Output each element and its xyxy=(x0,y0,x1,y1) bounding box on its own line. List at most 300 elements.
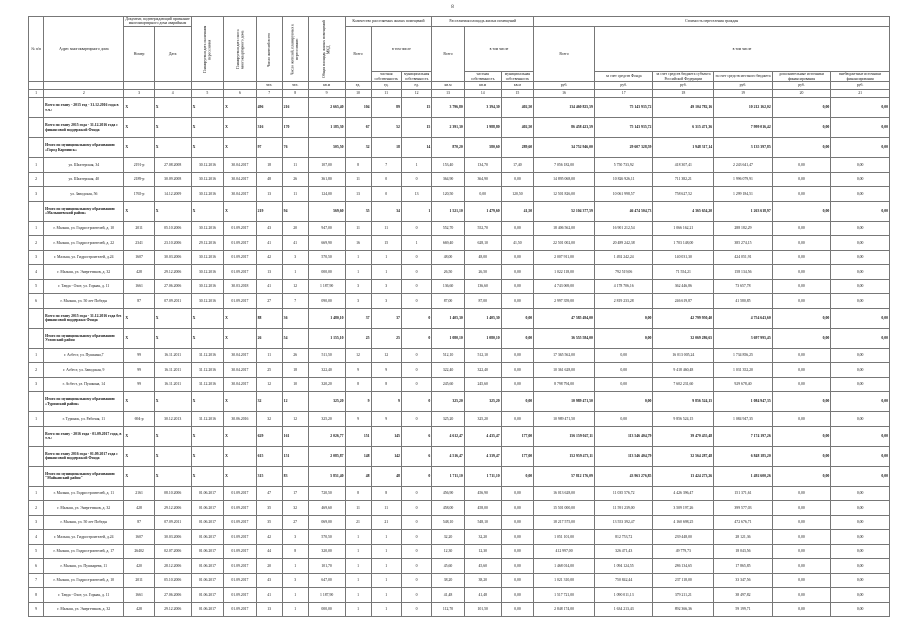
table-cell: X xyxy=(154,118,191,138)
table-cell: 0,00 xyxy=(501,279,534,294)
table-cell: 152 959 473,11 xyxy=(534,446,595,466)
table-cell: 177,00 xyxy=(501,426,534,446)
table-cell: X xyxy=(224,426,257,446)
table-cell: 12 xyxy=(256,377,282,392)
table-cell: 0,00 xyxy=(772,392,831,412)
table-cell xyxy=(29,392,44,412)
table-cell: 31.12.2016 xyxy=(191,412,224,427)
table-cell: 76 xyxy=(282,138,308,158)
table-row xyxy=(29,250,890,265)
table-cell: 929 678,40 xyxy=(714,377,773,392)
table-cell: 0 xyxy=(401,544,431,559)
total-row xyxy=(29,98,890,118)
table-cell: 75 143 935,72 xyxy=(594,98,653,118)
table-cell: 30.04.2017 xyxy=(224,377,257,392)
table-cell: X xyxy=(224,466,257,486)
table-cell: 792 519,06 xyxy=(594,265,653,280)
table-cell: 570,50 xyxy=(308,250,345,265)
table-cell: 01.06.2017 xyxy=(191,515,224,530)
table-cell: X xyxy=(154,328,191,348)
table-cell: 870,20 xyxy=(432,138,465,158)
table-cell: 29.12.2016 xyxy=(191,236,224,251)
table-cell: 9 418 460,48 xyxy=(653,363,714,378)
table-cell: X xyxy=(154,308,191,328)
table-cell: 11 xyxy=(256,348,282,363)
table-cell: 3 xyxy=(371,294,401,309)
table-cell: 0,00 xyxy=(501,466,534,486)
table-cell: 26,50 xyxy=(432,265,465,280)
table-cell: 26 xyxy=(282,348,308,363)
table-cell: 17 365 562,00 xyxy=(534,348,595,363)
table-cell: 0,00 xyxy=(831,221,890,236)
column-number: 7 xyxy=(256,90,282,98)
table-cell: 9 xyxy=(371,392,401,412)
table-cell: 0,00 xyxy=(594,392,653,412)
table-cell: 552,70 xyxy=(432,221,465,236)
table-cell: 01.09.2017 xyxy=(224,265,257,280)
table-cell: 16.11.2011 xyxy=(154,348,191,363)
table-cell: 2 007 911,00 xyxy=(534,250,595,265)
address-cell: Всего по этапу 2015 года - 31.12.2016 года без финансовой поддержки Фонда xyxy=(44,308,124,328)
table-cell: 2 391,30 xyxy=(432,118,465,138)
table-cell: 1 xyxy=(29,486,44,501)
table-cell: 0 xyxy=(401,486,431,501)
table-cell: 9 856 524,15 xyxy=(653,392,714,412)
address-cell: Всего по этапу 2015 года - 31.12.2016 года с финансовой поддержкой Фонда xyxy=(44,118,124,138)
table-cell: 1 xyxy=(371,559,401,574)
address-cell: Итого по муниципальному образованию «Туринский район» xyxy=(44,392,124,412)
table-cell: 15 xyxy=(371,236,401,251)
table-cell: 0,00 xyxy=(831,265,890,280)
table-cell: 2 997 359,00 xyxy=(534,294,595,309)
table-cell: 86 458 423,59 xyxy=(534,118,595,138)
table-cell: 0,00 xyxy=(501,602,534,617)
table-cell: 0,00 xyxy=(831,187,890,202)
table-cell: 9 xyxy=(371,412,401,427)
table-cell: X xyxy=(124,201,154,221)
table-cell: 219 xyxy=(256,201,282,221)
table-cell: 000,00 xyxy=(308,265,345,280)
table-cell: X xyxy=(224,446,257,466)
table-cell: 1 xyxy=(371,250,401,265)
table-cell: 947,00 xyxy=(308,221,345,236)
table-cell: 22 501 002,00 xyxy=(534,236,595,251)
table-row xyxy=(29,602,890,617)
table-row xyxy=(29,221,890,236)
table-cell xyxy=(29,328,44,348)
table-cell: 1 988,80 xyxy=(464,118,501,138)
header-planned-end: Планируемая дата окончания переселения xyxy=(191,17,224,82)
table-cell: 161 xyxy=(282,426,308,446)
table-cell: 6 xyxy=(401,426,431,446)
address-cell: г. Малыш, ул. Гидростроителей, д. 22 xyxy=(44,236,124,251)
table-cell: 2 848 174,00 xyxy=(534,602,595,617)
table-row xyxy=(29,172,890,187)
table-cell: 245,60 xyxy=(464,377,501,392)
table-cell: 18 xyxy=(371,138,401,158)
table-cell: 325,20 xyxy=(432,392,465,412)
table-cell: 02.07.2006 xyxy=(154,544,191,559)
table-cell: 15 xyxy=(401,98,431,118)
table-cell: X xyxy=(191,426,224,446)
column-number: 16 xyxy=(534,90,595,98)
table-cell: 12 xyxy=(345,348,371,363)
table-cell: 428 xyxy=(124,265,154,280)
table-cell: 104 xyxy=(345,98,371,118)
column-number: 19 xyxy=(714,90,773,98)
table-cell: 288 182,29 xyxy=(714,221,773,236)
table-cell: X xyxy=(191,138,224,158)
table-cell: 136,60 xyxy=(432,279,465,294)
table-cell: 15 501 000,00 xyxy=(534,501,595,516)
table-cell: 6 848 185,20 xyxy=(714,446,773,466)
table-cell: 99 xyxy=(124,377,154,392)
header-cost-regional: за счет средств бюджета субъекта Российской Федерации xyxy=(653,72,714,82)
table-cell: 10 826 926,11 xyxy=(594,172,653,187)
table-cell: 41 xyxy=(282,236,308,251)
table-cell: 59 199,71 xyxy=(714,602,773,617)
table-cell: 113 546 404,79 xyxy=(594,446,653,466)
column-number: 6 xyxy=(224,90,257,98)
table-cell: 1 xyxy=(401,236,431,251)
table-cell: 0 xyxy=(401,392,431,412)
table-cell: 01.09.2017 xyxy=(224,250,257,265)
table-cell: 1 xyxy=(371,530,401,545)
table-cell: 5 xyxy=(29,279,44,294)
table-cell: 0,00 xyxy=(772,363,831,378)
table-cell: 0,00 xyxy=(501,501,534,516)
table-cell: 2011 xyxy=(124,221,154,236)
table-cell: 237 118,00 xyxy=(653,573,714,588)
table-cell: 13 553 392,47 xyxy=(594,515,653,530)
table-cell: X xyxy=(124,308,154,328)
table-cell: 3 xyxy=(345,294,371,309)
table-cell: 30.03.2006 xyxy=(154,250,191,265)
table-row xyxy=(29,412,890,427)
table-cell: 286 134,65 xyxy=(653,559,714,574)
table-cell: X xyxy=(224,138,257,158)
table-row xyxy=(29,265,890,280)
table-cell: 379 211,21 xyxy=(653,588,714,603)
table-cell: 0,00 xyxy=(772,446,831,466)
table-body xyxy=(29,98,890,617)
table-cell: 16 xyxy=(345,236,371,251)
table-cell: 35 xyxy=(256,515,282,530)
table-cell: 069,00 xyxy=(308,515,345,530)
table-cell: 512,10 xyxy=(432,348,465,363)
table-cell: 0 xyxy=(401,265,431,280)
resettlement-table xyxy=(28,16,890,617)
table-cell: 0,00 xyxy=(464,187,501,202)
header-count-incl: в том числе xyxy=(371,26,432,71)
table-cell: 52 104 377,59 xyxy=(534,201,595,221)
column-number: 2 xyxy=(44,90,124,98)
table-cell: 11 591 239,00 xyxy=(594,501,653,516)
table-cell: X xyxy=(191,118,224,138)
table-cell: 134 460 825,59 xyxy=(534,98,595,118)
table-cell: X xyxy=(124,98,154,118)
table-cell: 0,00 xyxy=(772,544,831,559)
table-cell: 87,00 xyxy=(464,294,501,309)
header-area-private: частная собственность xyxy=(464,72,501,82)
table-cell: 01.06.2017 xyxy=(191,573,224,588)
table-cell: 1 090 011,13 xyxy=(594,588,653,603)
table-row xyxy=(29,530,890,545)
table-cell: 0,00 xyxy=(772,515,831,530)
table-cell: 156 159 047,11 xyxy=(534,426,595,446)
table-cell: X xyxy=(154,98,191,118)
table-cell: 1 492 600,26 xyxy=(714,466,773,486)
table-cell: 1 xyxy=(345,530,371,545)
table-cell: 88 xyxy=(256,308,282,328)
table-cell: 43 xyxy=(256,221,282,236)
table-cell: 0 xyxy=(401,530,431,545)
address-cell: г. Малыш, ул. 50 лет Победы xyxy=(44,515,124,530)
address-cell: г. Туринск, ул. Рабочая, 11 xyxy=(44,412,124,427)
table-cell: 12,30 xyxy=(464,544,501,559)
table-cell: 4 365 654,20 xyxy=(653,201,714,221)
table-cell: 30.04.2017 xyxy=(224,348,257,363)
address-cell: г. Малыш, ул. Энергетиков, д. 32 xyxy=(44,602,124,617)
table-cell: 0 xyxy=(401,172,431,187)
table-cell: 3 xyxy=(29,250,44,265)
table-cell: 13 xyxy=(256,187,282,202)
table-cell: 0 xyxy=(401,588,431,603)
table-cell: X xyxy=(191,328,224,348)
address-cell: Всего по этапу - 2016 года - 01.09.2017 года, в т.ч.: xyxy=(44,426,124,446)
table-cell: 0 xyxy=(401,363,431,378)
table-cell: 362 446,86 xyxy=(653,279,714,294)
address-cell: г. Малыш, ул. Гидростроителей, д. 10 xyxy=(44,221,124,236)
table-cell: 18 xyxy=(282,363,308,378)
column-number: 18 xyxy=(653,90,714,98)
table-cell: 27 xyxy=(256,294,282,309)
table-cell: 512,10 xyxy=(464,348,501,363)
table-cell: 3 394,30 xyxy=(464,98,501,118)
table-cell: 1 051 101,00 xyxy=(534,530,595,545)
table-cell: 511,50 xyxy=(308,348,345,363)
table-cell: 142 xyxy=(371,446,401,466)
table-cell: 27.08.2008 xyxy=(154,158,191,173)
table-cell: 325,20 xyxy=(464,392,501,412)
table-cell: 7 602 231,60 xyxy=(653,377,714,392)
column-number: 1 xyxy=(29,90,44,98)
table-cell: 1 xyxy=(29,158,44,173)
table-row xyxy=(29,588,890,603)
table-cell: 8 xyxy=(345,377,371,392)
table-cell: 101,70 xyxy=(308,559,345,574)
table-cell: 548,10 xyxy=(432,515,465,530)
table-cell: 2 243 641,47 xyxy=(714,158,773,173)
address-cell: ул. Заводская, 56 xyxy=(44,187,124,202)
table-cell: X xyxy=(191,308,224,328)
table-cell: 01.06.2017 xyxy=(191,588,224,603)
address-cell: г. Малыш, ул. Энергетиков, д. 32 xyxy=(44,501,124,516)
header-count-municipal: муниципальная собственность xyxy=(401,72,431,82)
address-cell: ул. Шахтерская, 40 xyxy=(44,172,124,187)
table-cell: 552,70 xyxy=(464,221,501,236)
table-cell: 17 865,85 xyxy=(714,559,773,574)
table-cell: X xyxy=(224,308,257,328)
table-cell: 0,00 xyxy=(772,172,831,187)
table-cell: 0,00 xyxy=(772,265,831,280)
table-cell: 720,50 xyxy=(308,486,345,501)
table-cell: 0,00 xyxy=(772,201,831,221)
table-cell: 0,00 xyxy=(772,602,831,617)
table-cell: 4 754 643,60 xyxy=(714,308,773,328)
table-cell: 2189-р xyxy=(124,172,154,187)
table-cell: 0 xyxy=(401,348,431,363)
table-cell: 32 069 286,65 xyxy=(653,328,714,348)
table-cell: 4 743 069,00 xyxy=(534,279,595,294)
table-cell: 0,00 xyxy=(831,158,890,173)
table-cell: 01.09.2017 xyxy=(224,602,257,617)
table-cell: 39 470 455,48 xyxy=(653,426,714,446)
table-cell xyxy=(29,118,44,138)
table-cell: 090,00 xyxy=(308,294,345,309)
table-cell: 0,00 xyxy=(772,118,831,138)
table-cell: 136,60 xyxy=(464,279,501,294)
table-cell: 151 xyxy=(345,426,371,446)
table-cell: 12 xyxy=(371,348,401,363)
table-cell: 1 xyxy=(345,559,371,574)
table-cell: X xyxy=(124,446,154,466)
table-cell: 458,00 xyxy=(432,501,465,516)
table-cell: 54 xyxy=(282,328,308,348)
table-cell: 05.10.2006 xyxy=(154,221,191,236)
header-document-group: Документ, подтверждающий признание многоквартирного дома аварийным xyxy=(125,17,190,26)
table-cell: 0,00 xyxy=(772,588,831,603)
table-cell: 3 135 397,85 xyxy=(714,138,773,158)
table-cell: 38,20 xyxy=(432,573,465,588)
table-cell: 0,00 xyxy=(772,236,831,251)
table-cell: 26 xyxy=(282,172,308,187)
table-cell: 0,00 xyxy=(831,250,890,265)
table-cell: 57 812 176,09 xyxy=(534,466,595,486)
table-cell: 4 160 698,25 xyxy=(653,515,714,530)
table-cell: 647,00 xyxy=(308,573,345,588)
table-cell: X xyxy=(154,392,191,412)
table-cell: 9 xyxy=(345,363,371,378)
table-cell: 0,00 xyxy=(594,363,653,378)
table-cell: 1 xyxy=(371,602,401,617)
table-cell: 0,00 xyxy=(831,544,890,559)
table-cell: 32 xyxy=(256,392,282,412)
table-cell: 1661 xyxy=(124,588,154,603)
table-cell: 3 xyxy=(282,250,308,265)
table-cell: 87 xyxy=(124,294,154,309)
table-cell: 4 xyxy=(29,530,44,545)
table-cell: 2341 xyxy=(124,236,154,251)
table-cell: 402,50 xyxy=(501,118,534,138)
table-cell: 73 657,78 xyxy=(714,279,773,294)
table-cell: 134,70 xyxy=(464,158,501,173)
table-cell: 0,00 xyxy=(501,377,534,392)
table-cell: 41 580,85 xyxy=(714,294,773,309)
table-cell: 1 187,90 xyxy=(308,588,345,603)
address-cell: г. Асбест, ул. Пушкина, 14 xyxy=(44,377,124,392)
table-cell: X xyxy=(224,328,257,348)
address-cell: г. Тавда - Охот, ул. Горная, д. 11 xyxy=(44,588,124,603)
table-cell: 1 xyxy=(371,588,401,603)
address-cell: Итого по муниципальному образованию «Малышевский район» xyxy=(44,201,124,221)
table-cell: 47 585 494,00 xyxy=(534,308,595,328)
table-cell: 1 711,10 xyxy=(464,466,501,486)
table-cell: 31.12.2016 xyxy=(191,363,224,378)
table-cell: 48,00 xyxy=(432,250,465,265)
table-cell: 4 xyxy=(29,265,44,280)
table-cell: 496 xyxy=(256,98,282,118)
table-cell: X xyxy=(154,138,191,158)
table-cell: 71 554,21 xyxy=(653,265,714,280)
table-cell: 0 xyxy=(401,573,431,588)
table-cell: 52 xyxy=(371,118,401,138)
address-cell: Итого по муниципальному образованию «Город Карпинск» xyxy=(44,138,124,158)
table-cell: 3 xyxy=(29,515,44,530)
table-cell: 49 104 782,16 xyxy=(653,98,714,118)
table-cell: 01.06.2017 xyxy=(191,486,224,501)
address-cell: г. Асбест, ул. Заводская, 9 xyxy=(44,363,124,378)
table-row xyxy=(29,236,890,251)
table-cell: 32 xyxy=(345,138,371,158)
table-row xyxy=(29,363,890,378)
table-cell: 11 xyxy=(345,172,371,187)
table-cell: 99 xyxy=(124,363,154,378)
table-cell: X xyxy=(191,98,224,118)
table-cell: X xyxy=(191,466,224,486)
table-cell: 3 xyxy=(282,573,308,588)
table-cell: 0,00 xyxy=(831,308,890,328)
header-planned-demolition: Планируемая дата сноса многоквартирного дома xyxy=(224,17,257,82)
table-cell: X xyxy=(124,138,154,158)
table-cell: 1 480,10 xyxy=(308,308,345,328)
table-cell: 01.06.2017 xyxy=(191,530,224,545)
table-cell: 41,48 xyxy=(432,588,465,603)
table-cell: 36 xyxy=(282,308,308,328)
table-cell: 01.09.2017 xyxy=(224,573,257,588)
header-residents: Число жителей всего xyxy=(256,17,282,82)
table-cell: 0,00 xyxy=(501,544,534,559)
table-cell: 0 xyxy=(401,294,431,309)
table-cell: 669,40 xyxy=(432,236,465,251)
table-cell: 45,60 xyxy=(432,559,465,574)
table-cell: 325,20 xyxy=(308,392,345,412)
address-cell: г. Малыш, ул. Энергетиков, д. 32 xyxy=(44,265,124,280)
table-cell: 1 xyxy=(345,588,371,603)
table-cell: 0,00 xyxy=(772,426,831,446)
table-cell: 31.12.2016 xyxy=(191,348,224,363)
table-cell: 37 xyxy=(345,308,371,328)
address-cell: г. Малыш, ул. Гидростроителей, д. 11 xyxy=(44,486,124,501)
table-cell: 13 xyxy=(345,187,371,202)
table-cell: 0,00 xyxy=(772,466,831,486)
table-cell: 4 435,47 xyxy=(464,426,501,446)
table-row xyxy=(29,377,890,392)
table-cell: 30.03.2006 xyxy=(154,530,191,545)
column-number: 21 xyxy=(831,90,890,98)
table-cell: 1 711,10 xyxy=(432,466,465,486)
table-cell: 0,00 xyxy=(831,392,890,412)
table-cell: 1 031 352,20 xyxy=(714,363,773,378)
table-cell: 0,00 xyxy=(831,118,890,138)
table-cell: 0,00 xyxy=(831,236,890,251)
table-cell: 41,50 xyxy=(501,201,534,221)
table-cell: 0,00 xyxy=(831,515,890,530)
table-cell: 12 xyxy=(282,279,308,294)
table-cell: 1 517 721,00 xyxy=(534,588,595,603)
table-cell: 32 xyxy=(256,412,282,427)
table-cell: 31.12.2016 xyxy=(191,377,224,392)
